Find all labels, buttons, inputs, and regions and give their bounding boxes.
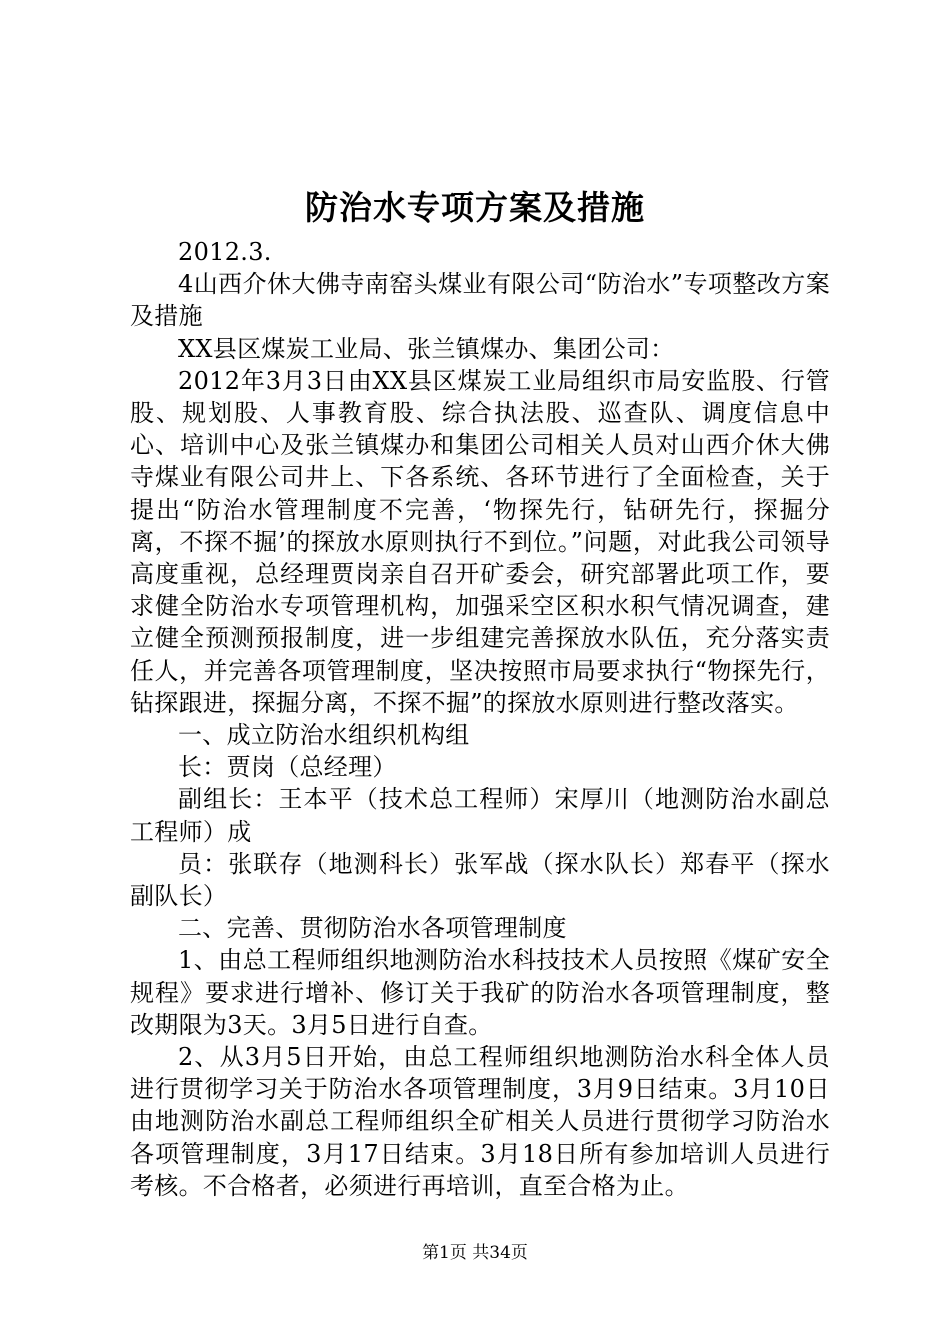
paragraph-background: 2012年3月3日由XX县区煤炭工业局组织市局安监股、行管股、规划股、人事教育股、综合执法股、巡查队、调度信息中心、培训中心及张兰镇煤办和集团公司相关人员对山西介休大佛寺煤业有限公司井上、下各系统、各环节进行了全面检查，关于提出“防治水管理制度不完善，‘物探先行，钻研先行，探掘分离，不探不掘’的探放水原则执行不到位。”问题，对此我公司领导高度重视，总经理贾岗亲自召开矿委会，研究部署此项工作，要求健全防治水专项管理机构，加强采空区积水积气情况调查，建立健全预测预报制度，进一步组建完善探放水队伍，充分落实责任人，并完善各项管理制度，坚决按照市局要求执行“物探先行，钻探跟进，探掘分离，不探不掘”的探放水原则进行整改落实。 bbox=[130, 366, 830, 717]
paragraph-item-1: 1、由总工程师组织地测防治水科技技术人员按照《煤矿安全规程》要求进行增补、修订关于我矿的防治水各项管理制度，整改期限为3天。3月5日进行自查。 bbox=[130, 946, 830, 1039]
paragraph-date: 2012.3. bbox=[178, 238, 272, 266]
paragraph-heading: 4山西介休大佛寺南窑头煤业有限公司“防治水”专项整改方案及措施 bbox=[130, 270, 830, 331]
document-title: 防治水专项方案及措施 bbox=[305, 188, 645, 227]
paragraph-recipients: XX县区煤炭工业局、张兰镇煤办、集团公司： bbox=[178, 334, 675, 363]
section-heading-2: 二、完善、贯彻防治水各项管理制度 bbox=[178, 914, 567, 943]
paragraph-members: 员：张联存（地测科长）张军战（探水队长）郑春平（探水副队长） bbox=[130, 849, 830, 911]
paragraph-group-leader: 长：贾岗（总经理） bbox=[178, 753, 397, 782]
document-body bbox=[130, 236, 830, 1202]
paragraph-deputy-leaders: 副组长：王本平（技术总工程师）宋厚川（地测防治水副总工程师）成 bbox=[130, 785, 830, 846]
section-heading-1: 一、成立防治水组织机构组 bbox=[178, 721, 470, 750]
paragraph-item-2: 2、从3月5日开始，由总工程师组织地测防治水科全体人员进行贯彻学习关于防治水各项管理制度，3月9日结束。3月10日由地测防治水副总工程师组织全矿相关人员进行贯彻学习防治水各项管理制度，3月17日结束。3月18日所有参加培训人员进行考核。不合格者，必须进行再培训，直至合格为止。 bbox=[130, 1043, 830, 1200]
page-number-footer: 第1页 共34页 bbox=[422, 1243, 528, 1263]
